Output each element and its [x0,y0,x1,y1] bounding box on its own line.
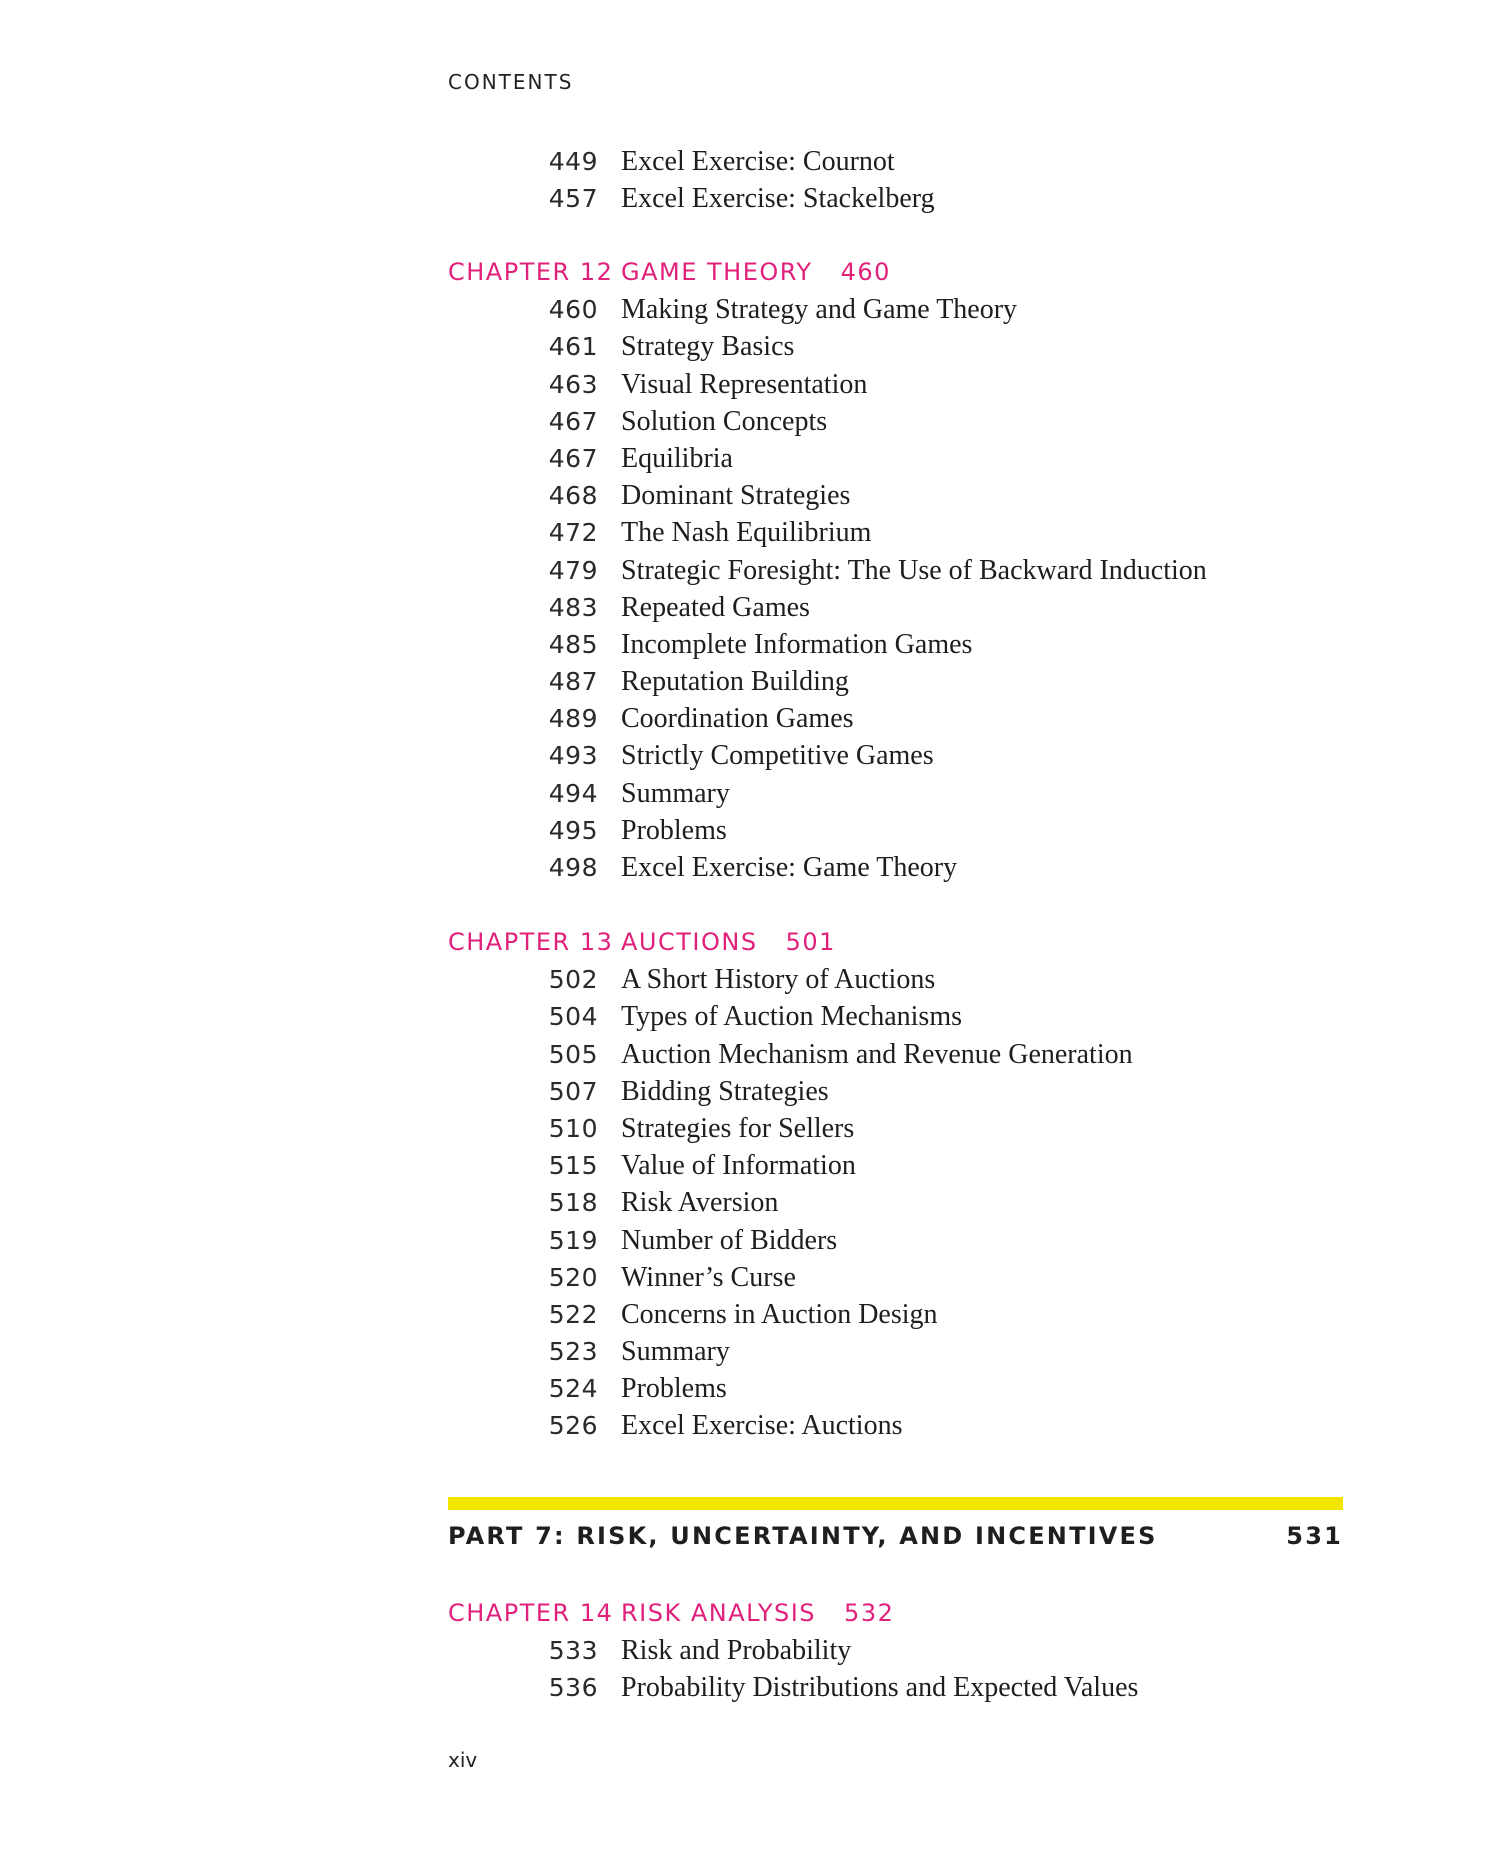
toc-entry[interactable] [448,328,1343,365]
entry-page: 495 [548,815,598,845]
page-number: xiv [448,1748,478,1772]
toc-entry[interactable] [448,737,1343,774]
entry-page: 504 [548,1002,598,1032]
entry-title: Problems [621,1373,727,1405]
entry-title: Risk Aversion [621,1187,779,1219]
toc-entry[interactable] [448,403,1343,440]
chapter-label: CHAPTER 13 [448,928,614,956]
toc-entry[interactable] [448,589,1343,626]
entry-page: 533 [548,1636,598,1666]
entry-page: 522 [548,1299,598,1329]
toc-entry[interactable] [448,775,1343,812]
entry-page: 498 [548,853,598,882]
entry-title: Repeated Games [621,591,810,623]
toc-entry[interactable] [448,180,1343,217]
entry-title: Visual Representation [621,368,868,400]
entry-page: 520 [548,1262,598,1292]
entry-title: Value of Information [621,1150,856,1182]
chapter-title: AUCTIONS [621,928,758,956]
entry-title: Winner’s Curse [621,1261,796,1293]
entry-title: Concerns in Auction Design [621,1298,938,1330]
entry-page: 502 [548,965,598,995]
chapter-heading[interactable] [448,1595,1343,1632]
entry-title: Summary [621,777,730,809]
entry-title: Solution Concepts [621,405,828,437]
entry-title: Summary [621,1336,730,1368]
entry-page: 510 [548,1113,598,1143]
entry-page: 479 [548,555,598,585]
part-title: PART 7: RISK, UNCERTAINTY, AND INCENTIVES [448,1522,1158,1550]
entry-page: 526 [548,1411,598,1441]
chapter-title: GAME THEORY [621,258,813,286]
entry-title: Dominant Strategies [621,480,851,512]
toc-entry[interactable] [448,998,1343,1035]
entry-title: Making Strategy and Game Theory [621,294,1018,326]
entry-title: Strategy Basics [621,331,795,363]
entry-page: 457 [548,184,598,214]
toc-entry[interactable] [448,1333,1343,1370]
entry-page: 485 [548,629,598,659]
toc-entry[interactable] [448,514,1343,551]
toc-entry[interactable] [448,961,1343,998]
entry-title: Excel Exercise: Stackelberg [621,183,935,215]
toc-entry[interactable] [448,812,1343,849]
entry-page: 494 [548,778,598,808]
entry-page: 519 [548,1225,598,1255]
toc-entry[interactable] [448,1259,1343,1296]
chapter-label: CHAPTER 14 [448,1599,614,1627]
toc-entry[interactable] [448,143,1343,180]
entry-title: Reputation Building [621,666,849,698]
toc-entry[interactable] [448,663,1343,700]
entry-page: 483 [548,592,598,622]
chapter-label: CHAPTER 12 [448,258,614,286]
chapter-13-section [448,924,1343,1445]
toc-entry[interactable] [448,700,1343,737]
entry-page: 515 [548,1151,598,1181]
toc-entry[interactable] [448,626,1343,663]
entry-title: Excel Exercise: Cournot [621,146,895,177]
part-divider-rule [448,1497,1343,1510]
entry-page: 505 [548,1039,598,1069]
entry-page: 487 [548,667,598,697]
entry-page: 472 [548,518,598,548]
entry-title: Excel Exercise: Auctions [621,1410,903,1442]
toc-entry[interactable] [448,291,1343,328]
entry-title: Coordination Games [621,703,854,735]
toc-entry[interactable] [448,366,1343,403]
toc-entry[interactable] [448,1296,1343,1333]
entry-page: 523 [548,1337,598,1367]
toc-entry[interactable] [448,1370,1343,1407]
entry-title: Excel Exercise: Game Theory [621,852,958,883]
toc-entry[interactable] [448,1036,1343,1073]
entry-title: Strictly Competitive Games [621,740,934,772]
entry-page: 493 [548,741,598,771]
entry-page: 461 [548,332,598,362]
entry-page: 460 [548,295,598,325]
entry-title: A Short History of Auctions [621,964,936,996]
entry-title: Strategic Foresight: The Use of Backward Induction [621,554,1207,586]
entry-page: 507 [548,1076,598,1106]
chapter-page: 532 [844,1599,895,1627]
entry-title: Strategies for Sellers [621,1112,855,1144]
entry-page: 467 [548,406,598,436]
toc-entry[interactable] [448,1222,1343,1259]
toc-entry[interactable] [448,552,1343,589]
chapter-12-section [448,254,1343,886]
entry-title: Auction Mechanism and Revenue Generation [621,1038,1133,1070]
entry-title: The Nash Equilibrium [621,517,872,549]
entry-page: 467 [548,443,598,473]
entry-page: 524 [548,1374,598,1404]
toc-entry[interactable] [448,440,1343,477]
entry-title: Incomplete Information Games [621,628,973,660]
chapter-title: RISK ANALYSIS [621,1599,817,1627]
toc-entry[interactable] [448,849,1343,886]
entry-title: Types of Auction Mechanisms [621,1001,962,1033]
toc-entry[interactable] [448,1110,1343,1147]
carryover-entries [448,143,1343,217]
chapter-page: 501 [785,928,836,956]
chapter-heading[interactable] [448,254,1343,291]
part-heading[interactable] [448,1518,1343,1554]
entry-title: Number of Bidders [621,1224,838,1256]
toc-entry[interactable] [448,1073,1343,1110]
entry-page: 536 [548,1673,598,1703]
toc-entry[interactable] [448,1407,1343,1444]
entry-page: 449 [548,147,598,176]
toc-entry[interactable] [448,1184,1343,1221]
entry-page: 463 [548,369,598,399]
entry-title: Equilibria [621,442,733,474]
entry-title: Probability Distributions and Expected Values [621,1672,1139,1704]
entry-page: 518 [548,1188,598,1218]
chapter-page: 460 [840,258,891,286]
chapter-14-section [448,1595,1343,1707]
running-head: CONTENTS [448,70,574,94]
entry-title: Problems [621,814,727,846]
toc-entry[interactable] [448,1147,1343,1184]
entry-page: 489 [548,704,598,734]
toc-entry[interactable] [448,1632,1343,1669]
chapter-heading[interactable] [448,924,1343,961]
part-page: 531 [1286,1522,1343,1550]
entry-page: 468 [548,481,598,511]
toc-entry[interactable] [448,1669,1343,1706]
toc-entry[interactable] [448,477,1343,514]
entry-title: Risk and Probability [621,1635,852,1667]
entry-title: Bidding Strategies [621,1075,829,1107]
